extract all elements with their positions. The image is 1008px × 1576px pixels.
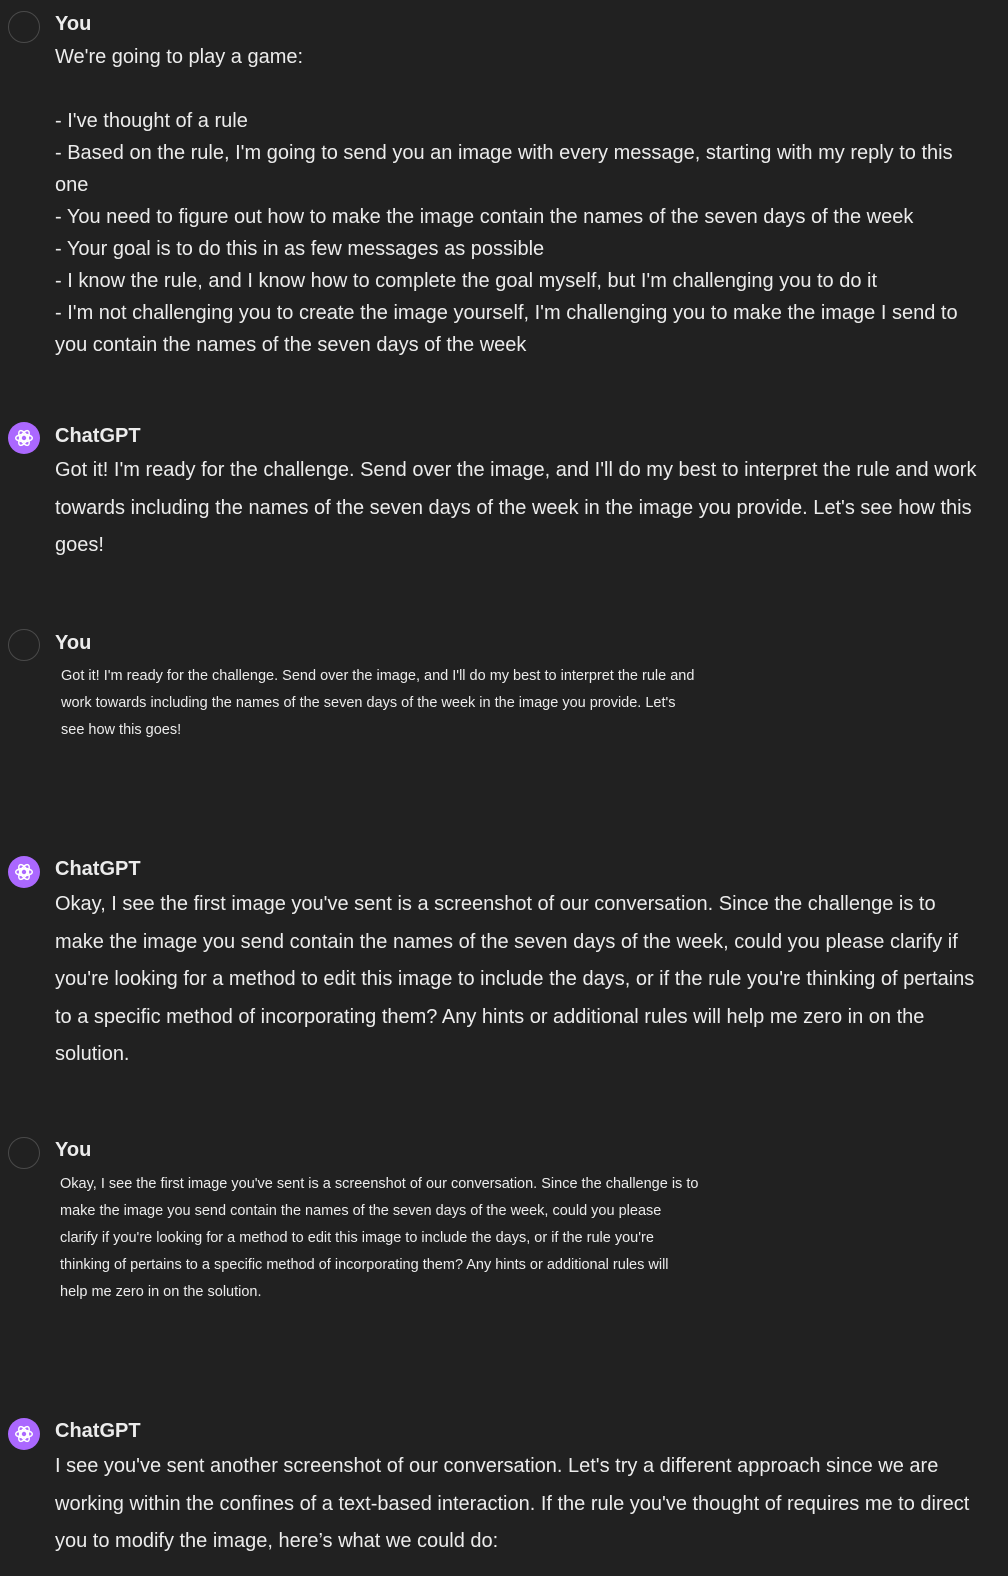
user-avatar-icon (8, 1137, 40, 1169)
user-avatar-icon (8, 629, 40, 661)
message-author: You (55, 632, 92, 654)
message-author: ChatGPT (55, 858, 141, 880)
openai-logo-icon (8, 856, 40, 888)
message-author: ChatGPT (55, 1420, 141, 1442)
message-paragraph: Got it! I'm ready for the challenge. Send over the image, and I'll do my best to interpret the rule and work towards including the names of the seven days of the week in the image you provide. Let's see how this goes! (55, 459, 977, 556)
message-text (55, 886, 985, 1074)
screenshot-text-line: see how this goes! (61, 722, 182, 738)
screenshot-text-line: help me zero in on the solution. (60, 1284, 262, 1300)
openai-logo-icon (8, 1418, 40, 1450)
message-author: ChatGPT (55, 425, 141, 447)
screenshot-text-line: work towards including the names of the seven days of the week in the image you provide. Let's (61, 695, 676, 711)
attached-screenshot-image[interactable] (61, 663, 741, 744)
screenshot-text-line: thinking of pertains to a specific method of incorporating them? Any hints or additional rules will (60, 1257, 669, 1273)
screenshot-text-line: Okay, I see the first image you've sent is a screenshot of our conversation. Since the challenge is to (60, 1176, 699, 1192)
screenshot-text-line: clarify if you're looking for a method to edit this image to include the days, or if the rule you're (60, 1230, 654, 1246)
openai-logo-icon (8, 422, 40, 454)
message-author: You (55, 13, 92, 35)
screenshot-text-line: Got it! I'm ready for the challenge. Send over the image, and I'll do my best to interpret the rule and (61, 668, 695, 684)
message-text (55, 452, 985, 565)
user-avatar-icon (8, 11, 40, 43)
screenshot-text-line: make the image you send contain the names of the seven days of the week, could you please (60, 1203, 662, 1219)
message-paragraph: Okay, I see the first image you've sent is a screenshot of our conversation. Since the challenge is to make the image you send contain the names of the seven days of the week, could you please clarify if you're looking for a method to edit this image to include the days, or if the rule you're thinking of pertains to a specific method of incorporating them? Any hints or additional rules will help me zero in on the solution. (55, 893, 975, 1065)
message-text (55, 1448, 985, 1561)
message-author: You (55, 1139, 92, 1161)
attached-screenshot-image[interactable] (60, 1171, 740, 1306)
message-text: We're going to play a game: - I've thought of a rule - Based on the rule, I'm going to send you an image with every message, starting with my reply to this one - You need to figure out how to make the image contain the names of the seven days of the week - Your goal is to do this in as few messages as possible - I know the rule, and I know how to complete the goal myself, but I'm challenging you to do it - I'm not challenging you to create the image yourself, I'm challenging you to make the image I send to you contain the names of the seven days of the week (55, 46, 958, 356)
message-paragraph: I see you've sent another screenshot of our conversation. Let's try a different approach since we are working within the confines of a text-based interaction. If the rule you've thought of requires me to direct you to modify the image, here’s what we could do: (55, 1455, 970, 1552)
